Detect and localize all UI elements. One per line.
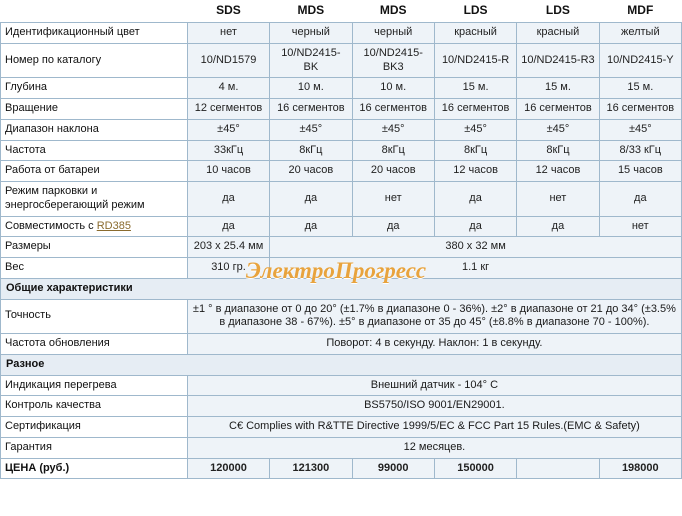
cell: 12 часов — [434, 161, 516, 182]
table-row — [1, 417, 682, 438]
table-row — [1, 99, 682, 120]
cell: 16 сегментов — [517, 99, 599, 120]
price-cell: 150000 — [434, 458, 516, 479]
table-row-price — [1, 458, 682, 479]
table-row — [1, 119, 682, 140]
section-title: Общие характеристики — [1, 278, 682, 299]
row-label-text: Совместимость с — [5, 219, 97, 232]
table-row — [1, 78, 682, 99]
cell: ±45° — [599, 119, 681, 140]
row-label: Глубина — [1, 78, 188, 99]
row-label: Вес — [1, 258, 188, 279]
price-cell — [517, 458, 599, 479]
row-label: Номер по каталогу — [1, 43, 188, 78]
row-label: Частота обновления — [1, 334, 188, 355]
cell: нет — [599, 216, 681, 237]
row-label: Вращение — [1, 99, 188, 120]
cell: ±45° — [187, 119, 269, 140]
cell: ±45° — [352, 119, 434, 140]
cell-merged: 1.1 кг — [270, 258, 682, 279]
rd385-link[interactable]: RD385 — [96, 219, 131, 232]
cell: да — [270, 216, 352, 237]
cell: да — [434, 182, 516, 217]
cell: 203 x 25.4 мм — [187, 237, 269, 258]
price-cell: 99000 — [352, 458, 434, 479]
cell: да — [434, 216, 516, 237]
header-blank — [1, 0, 188, 23]
price-cell: 198000 — [599, 458, 681, 479]
cell: 15 м. — [434, 78, 516, 99]
watermark: ЭлектроПрогресс — [245, 258, 427, 283]
cell-merged: Поворот: 4 в секунду. Наклон: 1 в секунду. — [187, 334, 681, 355]
cell-merged: Внешний датчик - 104° С — [187, 375, 681, 396]
cell: да — [517, 216, 599, 237]
row-label: ЦЕНА (руб.) — [1, 458, 188, 479]
cell: да — [270, 182, 352, 217]
cell-merged: ±1 ° в диапазоне от 0 до 20° (±1.7% в диапазоне 0 - 36%). ±2° в диапазоне от 21 до 34° (±3.5% в диапазоне 38 - 67%). ±5° в диапазоне от 35 до 45° (±8.8% в диапазоне 70 - 100%). — [187, 299, 681, 334]
table-row-refresh — [1, 334, 682, 355]
section-header-general — [1, 278, 682, 299]
section-header-misc — [1, 354, 682, 375]
cell: нет — [517, 182, 599, 217]
cell: 12 часов — [517, 161, 599, 182]
cell-merged: C€ Complies with R&TTE Directive 1999/5/EC & FCC Part 15 Rules.(EMC & Safety) — [187, 417, 681, 438]
table-row — [1, 43, 682, 78]
cell: 15 часов — [599, 161, 681, 182]
column-header-3: MDS — [352, 0, 434, 23]
price-cell: 121300 — [270, 458, 352, 479]
table-header-row — [1, 0, 682, 23]
cell: ±45° — [517, 119, 599, 140]
cell: 8кГц — [270, 140, 352, 161]
cell: нет — [187, 23, 269, 44]
cell: 16 сегментов — [599, 99, 681, 120]
table-row — [1, 437, 682, 458]
cell-merged: 12 месяцев. — [187, 437, 681, 458]
table-row-accuracy — [1, 299, 682, 334]
column-header-2: MDS — [270, 0, 352, 23]
cell: да — [187, 182, 269, 217]
cell: черный — [270, 23, 352, 44]
cell: ±45° — [434, 119, 516, 140]
cell: 10 м. — [270, 78, 352, 99]
cell: 15 м. — [599, 78, 681, 99]
cell: 10/ND2415-Y — [599, 43, 681, 78]
column-header-5: LDS — [517, 0, 599, 23]
cell: 10/ND2415-R3 — [517, 43, 599, 78]
cell-merged: 380 x 32 мм — [270, 237, 682, 258]
row-label: Идентификационный цвет — [1, 23, 188, 44]
cell: 310 гр. — [187, 258, 269, 279]
cell: черный — [352, 23, 434, 44]
cell: 4 м. — [187, 78, 269, 99]
section-title: Разное — [1, 354, 682, 375]
cell: 8/33 кГц — [599, 140, 681, 161]
table-row — [1, 23, 682, 44]
row-label-compatibility — [1, 216, 188, 237]
cell: 8кГц — [352, 140, 434, 161]
row-label: Частота — [1, 140, 188, 161]
table-row — [1, 161, 682, 182]
cell: 10/ND2415-BK3 — [352, 43, 434, 78]
cell: да — [187, 216, 269, 237]
column-header-4: LDS — [434, 0, 516, 23]
cell: красный — [517, 23, 599, 44]
cell: 10/ND2415-R — [434, 43, 516, 78]
cell: нет — [352, 182, 434, 217]
row-label: Индикация перегрева — [1, 375, 188, 396]
row-label: Гарантия — [1, 437, 188, 458]
row-label: Сертификация — [1, 417, 188, 438]
cell: 16 сегментов — [270, 99, 352, 120]
table-row — [1, 216, 682, 237]
cell: да — [599, 182, 681, 217]
cell: 10 часов — [187, 161, 269, 182]
cell: 8кГц — [434, 140, 516, 161]
cell: 10 м. — [352, 78, 434, 99]
table-row — [1, 375, 682, 396]
cell: 10/ND2415-BK — [270, 43, 352, 78]
table-row-weight — [1, 258, 682, 279]
cell: 20 часов — [270, 161, 352, 182]
table-row — [1, 182, 682, 217]
cell: да — [352, 216, 434, 237]
cell: 33кГц — [187, 140, 269, 161]
column-header-1: SDS — [187, 0, 269, 23]
row-label: Размеры — [1, 237, 188, 258]
table-row-size — [1, 237, 682, 258]
cell: желтый — [599, 23, 681, 44]
cell: 16 сегментов — [434, 99, 516, 120]
cell: ±45° — [270, 119, 352, 140]
cell: 8кГц — [517, 140, 599, 161]
cell: 12 сегментов — [187, 99, 269, 120]
cell: 10/ND1579 — [187, 43, 269, 78]
row-label: Работа от батареи — [1, 161, 188, 182]
price-cell: 120000 — [187, 458, 269, 479]
column-header-6: MDF — [599, 0, 681, 23]
cell: красный — [434, 23, 516, 44]
row-label: Точность — [1, 299, 188, 334]
cell: 15 м. — [517, 78, 599, 99]
cell: 16 сегментов — [352, 99, 434, 120]
cell: 20 часов — [352, 161, 434, 182]
row-label: Диапазон наклона — [1, 119, 188, 140]
row-label: Режим парковки и энергосберегающий режим — [1, 182, 188, 217]
cell-merged: BS5750/ISO 9001/EN29001. — [187, 396, 681, 417]
table-row — [1, 140, 682, 161]
table-row — [1, 396, 682, 417]
row-label: Контроль качества — [1, 396, 188, 417]
